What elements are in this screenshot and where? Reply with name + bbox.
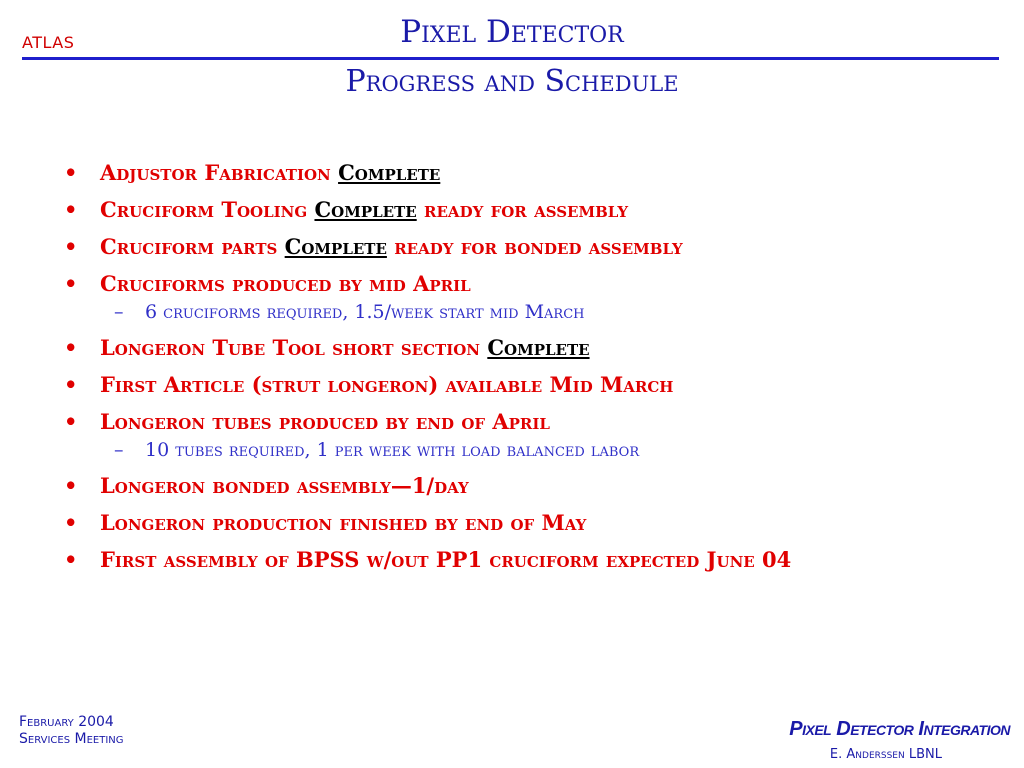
bullet-text: Longeron tubes produced by end of April bbox=[100, 409, 550, 434]
bullet-marker: • bbox=[64, 372, 78, 397]
bullet-item bbox=[62, 370, 942, 399]
bullet-marker: • bbox=[64, 510, 78, 535]
bullet-text: First Article (strut longeron) available Mid March bbox=[100, 372, 674, 397]
bullet-list bbox=[62, 158, 942, 582]
bullet-item bbox=[62, 195, 942, 224]
sub-bullet-text: 10 tubes required, 1 per week with load balanced labor bbox=[145, 439, 640, 461]
bullet-text: First assembly of BPSS w/out PP1 cruciform expected June 04 bbox=[100, 547, 792, 572]
bullet-item bbox=[62, 407, 942, 436]
footer-left bbox=[19, 714, 124, 748]
bullet-marker: • bbox=[64, 271, 78, 296]
bullet-item bbox=[62, 269, 942, 298]
bullet-item bbox=[62, 545, 942, 574]
sub-bullet-item bbox=[62, 438, 942, 462]
bullet-marker: • bbox=[64, 197, 78, 222]
bullet-text: Longeron bonded assembly—1/day bbox=[100, 473, 469, 498]
bullet-text: Adjustor Fabrication bbox=[100, 160, 339, 185]
bullet-text-rest: ready for assembly bbox=[416, 197, 629, 222]
sub-bullet-text: 6 cruciforms required, 1.5/week start mid March bbox=[145, 301, 585, 323]
bullet-marker: • bbox=[64, 234, 78, 259]
bullet-marker: • bbox=[64, 160, 78, 185]
bullet-marker: • bbox=[64, 335, 78, 360]
bullet-item bbox=[62, 508, 942, 537]
slide-subtitle: Progress and Schedule bbox=[345, 64, 679, 99]
slide-title: Pixel Detector bbox=[400, 14, 624, 50]
bullet-item bbox=[62, 333, 942, 362]
bullet-text: Cruciforms produced by mid April bbox=[100, 271, 471, 296]
sub-bullet-marker: – bbox=[114, 301, 124, 323]
footer-date: February 2004 bbox=[19, 714, 114, 730]
bullet-text: Longeron production finished by end of May bbox=[100, 510, 587, 535]
bullet-text: Longeron Tube Tool short section bbox=[100, 335, 488, 360]
footer-meeting: Services Meeting bbox=[19, 731, 124, 747]
bullet-marker: • bbox=[64, 409, 78, 434]
complete-label: Complete bbox=[314, 197, 417, 222]
bullet-marker: • bbox=[64, 473, 78, 498]
footer-author: E. Anderssen LBNL bbox=[829, 747, 942, 762]
header-divider bbox=[22, 57, 999, 60]
complete-label: Complete bbox=[284, 234, 387, 259]
sub-bullet-marker: – bbox=[114, 439, 124, 461]
bullet-text: Cruciform parts bbox=[100, 234, 285, 259]
complete-label: Complete bbox=[487, 335, 590, 360]
bullet-item bbox=[62, 471, 942, 500]
sub-bullet-item bbox=[62, 300, 942, 324]
bullet-text-rest: ready for bonded assembly bbox=[386, 234, 683, 259]
atlas-logo: ATLAS bbox=[22, 33, 75, 52]
complete-label: Complete bbox=[338, 160, 441, 185]
bullet-text: Cruciform Tooling bbox=[100, 197, 315, 222]
bullet-marker: • bbox=[64, 547, 78, 572]
bullet-item bbox=[62, 232, 942, 261]
bullet-item bbox=[62, 158, 942, 187]
footer-project: Pixel Detector Integration bbox=[789, 718, 1010, 740]
